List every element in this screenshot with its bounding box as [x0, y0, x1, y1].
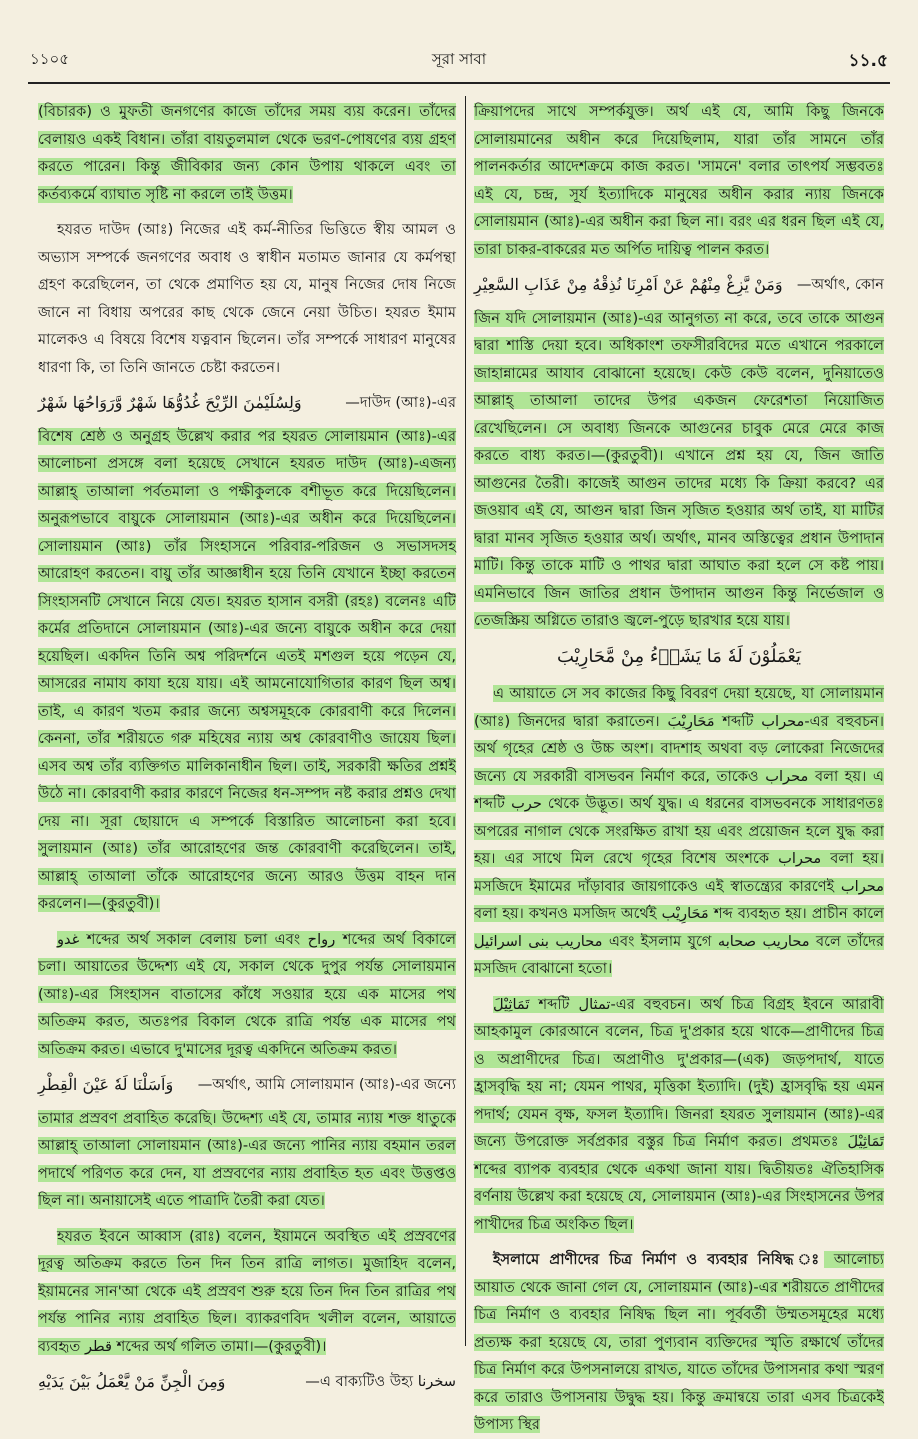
arabic-verse-line: [38, 1071, 456, 1099]
paragraph: [474, 991, 884, 1239]
surah-title: সূরা সাবা: [431, 50, 487, 68]
paragraph: [38, 423, 456, 918]
right-column: [474, 98, 885, 1433]
arabic-verse-line: [474, 271, 884, 299]
page-number-left: ১১০৫: [30, 50, 69, 68]
arabic-verse-line: [38, 1368, 456, 1396]
highlighted-text: বিশেষ শ্রেষ্ঠ ও অনুগ্রহ উল্লেখ করার পর হযরত সোলায়মান (আঃ)-এর আলোচনা প্রসঙ্গে বলা হয়েছে সেখানে হযরত দাউদ (আঃ)-এজন্য আল্লাহ্ তাআলা পর্বতমালা ও পক্ষীকুলকে বশীভূত করে দিয়েছিলেন। অনুরূপভাবে বায়ুকে সোলায়মান (আঃ)-এর অধীন করে দিয়েছিলেন। সোলায়মান (আঃ) তাঁর সিংহাসনে পরিবার-পরিজন ও সভাসদসহ আরোহণ করতেন। বায়ু তাঁর আজ্ঞাধীন হয়ে তিনি যেখানে ইচ্ছা করতেন সিংহাসনটি সেখানে নিয়ে যেত। হযরত হাসান বসরী (রহঃ) বলেনঃ এটি কর্মের প্রতিদানে সোলায়মান (আঃ)-এর জন্যে বায়ুকে অধীন করে দেয়া হয়েছিল। একদিন তিনি অশ্ব পরিদর্শনে এতই মশগুল হয়ে পড়েন যে, আসরের নামায কাযা হয়ে যায়। এই আমনোযোগিতার কারণ ছিল অশ্ব। তাই, এ কারণ খতম করার জন্যে অশ্বসমূহকে কোরবাণী করে দিলেন। কেননা, তাঁর শরীয়তে গরু মহিষের ন্যায় অশ্ব কোরবাণীও জায়েয ছিল। এসব অশ্ব তাঁর ব্যক্তিগত মালিকানাধীন ছিল। তাই, সরকারী ক্ষতির প্রশ্নই উঠে না। কোরবাণী করার কারণে নিজের ধন-সম্পদ নষ্ট করার প্রশ্নও দেখা দেয় না। সূরা ছোয়াদে এ সম্পর্কে বিস্তারিত আলোচনা করা হবে। সুলায়মান (আঃ) তাঁর আরোহণের জন্ত কোরবাণী করেছিলেন। তাই, আল্লাহ্ তাআলা তাঁকে আরোহণের জন্যে আরও উত্তম বাহন দান করলেন।—(কুরতুবী)।: [38, 427, 456, 912]
arabic-verse: يَعْمَلُوْنَ لَهٗ مَا يَشَاۤءُ مِنْ مَّحَارِيْبَ: [556, 645, 802, 667]
highlighted-text: আলোচ্য আয়াত থেকে জানা গেল যে, সোলায়মান (আঃ)-এর শরীয়তে প্রাণীদের চিত্র নির্মাণ ও ব্যবহার নিষিদ্ধ ছিল না। পূর্ববর্তী উম্মতসমূহের মধ্যে প্রত্যক্ষ করা হয়েছে যে, তারা পুণ্যবান ব্যক্তিদের স্মৃতি রক্ষার্থে তাঁদের চিত্র নির্মাণ করে উপসনালয়ে রাখত, যাতে তাঁদের উপাসনার কথা স্মরণ করে তারাও উপাসনায় উদ্বুদ্ধ হয়। কিন্তু ক্রমান্বয়ে তারা এসব চিত্রকেই উপাস্য স্থির: [474, 1251, 884, 1433]
page-header: [28, 42, 890, 84]
highlighted-text: تَمَاثِيْلَ শব্দটি تمثال-এর বহুবচন। অর্থ চিত্র বিগ্রহ ইবনে আরাবী আহকামুল কোরআনে বলেন, চিত্র দু'প্রকার হয়ে থাকে—প্রাণীদের চিত্র ও অপ্রাণীদের চিত্র। অপ্রাণীও দু'প্রকার—(এক) জড়পদার্থ, যাতে হ্রাসবৃদ্ধি হয় না; যেমন পাথর, মৃত্তিকা ইত্যাদি। (দুই) হ্রাসবৃদ্ধি হয় এমন পদার্থ; যেমন বৃক্ষ, ফসল ইত্যাদি। জিনরা হযরত সুলায়মান (আঃ)-এর জন্যে উপরোক্ত সর্বপ্রকার বস্তুর চিত্র নির্মাণ করত। প্রথমতঃ تَمَاثِيْلَ শব্দের ব্যাপক ব্যবহার থেকে একথা জানা যায়। দ্বিতীয়তঃ ঐতিহাসিক বর্ণনায় উল্লেখ করা হয়েছে যে, সোলায়মান (আঃ)-এর সিংহাসনের উপর পাখীদের চিত্র অংকিত ছিল।: [474, 995, 884, 1233]
highlighted-text: এ আয়াতে সে সব কাজের কিছু বিবরণ দেয়া হয়েছে, যা সোলায়মান (আঃ) জিনদের দ্বারা করাতেন। مَحَارِيْبَ শব্দটি محراب-এর বহুবচন। অর্থ গৃহের শ্রেষ্ঠ ও উচ্চ অংশ। বাদশাহ অথবা বড় লোকেরা নিজেদের জন্যে যে সরকারী বাসভবন নির্মাণ করে, তাকেও محراب বলা হয়। এ শব্দটি حرب থেকে উদ্ভূত। অর্থ যুদ্ধ। এ ধরনের বাসভবনকে সাধারণতঃ অপরের নাগাল থেকে সংরক্ষিত রাখা হয় এবং প্রয়োজন হলে যুদ্ধ করা হয়। এর সাথে মিল রেখে গৃহের বিশেষ অংশকে محراب বলা হয়। মসজিদে ইমামের দাঁড়াবার জায়গাকেও এই স্বাতন্ত্র্যের কারণেই محراب বলা হয়। কখনও মসজিদ অর্থেই مَحَارِيْب শব্দ ব্যবহৃত হয়। প্রাচীন কালে محاريب بنى اسرائيل এবং ইসলাম যুগে محاريب صحابه বলে তাঁদের মসজিদ বোঝানো হতো।: [474, 685, 885, 977]
arabic-verse: وَمَنْ يَّزِغْ مِنْهُمْ عَنْ اَمْرِنَا نُذِقْهُ مِنْ عَذَابِ السَّعِيْرِ: [474, 275, 783, 294]
paragraph: [38, 98, 456, 208]
arabic-verse-line: [38, 389, 456, 417]
arabic-verse: وَمِنَ الْجِنِّ مَنْ يَّعْمَلُ بَيْنَ يَدَيْهِ: [38, 1372, 226, 1391]
highlighted-text: ক্রিয়াপদের সাথে সম্পর্কযুক্ত। অর্থ এই যে, আমি কিছু জিনকে সোলায়মানের অধীন করে দিয়েছিলাম, যারা তাঁর সামনে তাঁর পালনকর্তার আদেশক্রমে কাজ করত। 'সামনে' বলার তাৎপর্য সম্ভবতঃ এই যে, চন্দ্র, সূর্য ইত্যাদিকে মানুষের অধীন করার ন্যায় জিনকে সোলায়মান (আঃ)-এর অধীন করা ছিল না। বরং এর ধরন ছিল এই যে, তারা চাকর-বাকরের মত অর্পিত দায়িত্ব পালন করত।: [474, 103, 884, 258]
verse-trailing-text: —অর্থাৎ, কোন: [796, 276, 884, 293]
paragraph: [474, 680, 884, 983]
verse-trailing-text: —এ বাক্যটিও উহ্য سخرنا: [305, 1373, 456, 1390]
paragraph: [474, 1246, 884, 1439]
arabic-verse: وَاَسَلْنَا لَهٗ عَيْنَ الْقِطْرِ: [38, 1075, 174, 1094]
section-heading: ইসলামে প্রাণীদের চিত্র নির্মাণ ও ব্যবহার নিষিদ্ধ ঃ: [492, 1251, 825, 1268]
paragraph: [474, 305, 884, 635]
paragraph: [38, 926, 456, 1064]
paragraph: [474, 98, 884, 263]
highlighted-text: তামার প্রস্রবণ প্রবাহিত করেছি। উদ্দেশ্য এই যে, তামার ন্যায় শক্ত ধাতুকে আল্লাহ্ তাআলা সোলায়মান (আঃ)-এর জন্যে পানির ন্যায় বহমান তরল পদার্থে পরিণত করে দেন, যা প্রস্রবণের ন্যায় প্রবাহিত হত এবং উত্তপ্তও ছিল না। অনায়াসেই এতে পাত্রাদি তৈরী করা যেত।: [38, 1109, 456, 1209]
column-divider: [465, 96, 466, 1346]
left-column: [38, 98, 457, 1391]
paragraph: হযরত দাউদ (আঃ) নিজের এই কর্ম-নীতির ভিত্তিতে স্বীয় আমল ও অভ্যাস সম্পর্কে জনগণের অবাধ ও স্বাধীন মতামত জানার যে কর্মপন্থা গ্রহণ করেছিলেন, তা থেকে প্রমাণিত হয় যে, মানুষ নিজের দোষ নিজে জানে না বিধায় অপরের কাছ থেকে জেনে নেয়া উচিত। হযরত ইমাম মালেকও এ বিষয়ে বিশেষ যত্নবান ছিলেন। তাঁর সম্পর্কে সাধারণ মানুষের ধারণা কি, তা তিনি জানতে চেষ্টা করতেন।: [38, 221, 456, 376]
page-number-right: ১১.৫: [848, 51, 888, 71]
paragraph: [38, 1223, 456, 1361]
arabic-verse: وَلِسُلَيْمٰنَ الرِّيْحَ غُدُوُّهَا شَهْرٌ وَّرَوَاحُهَا شَهْرٌ: [38, 393, 302, 412]
verse-trailing-text: —দাউদ (আঃ)-এর: [345, 394, 456, 411]
paragraph: [38, 1105, 456, 1215]
verse-trailing-text: —অর্থাৎ, আমি সোলায়মান (আঃ)-এর জন্যে: [197, 1076, 456, 1093]
highlighted-text: জিন যদি সোলায়মান (আঃ)-এর আনুগত্য না করে, তবে তাকে আগুন দ্বারা শাস্তি দেয়া হবে। অধিকাংশ তফসীরবিদের মতে এখানে পরকালে জাহান্নামের আযাব বোঝানো হয়েছে। কেউ কেউ বলেন, দুনিয়াতেও আল্লাহ্ তাআলা তাদের উপর একজন ফেরেশতা নিয়োজিত রেখেছিলেন। সে অবাধ্য জিনকে আগুনের চাবুক মেরে মেরে কাজ করতে বাধ্য করত।—(কুরতুবী)। এখানে প্রশ্ন হয় যে, জিন জাতি আগুনের তৈরী। কাজেই আগুন তাদের মধ্যে কি ক্রিয়া করবে? এর জওয়াব এই যে, আগুন দ্বারা জিন সৃজিত হওয়ার অর্থ তাই, যা মাটির দ্বারা মানব সৃজিত হওয়ার অর্থ। অর্থাৎ, মানব অস্তিত্বের প্রধান উপাদান মাটি। কিন্তু তাকে মাটি ও পাথর দ্বারা আঘাত করা হলে সে কষ্ট পায়। এমনিভাবে জিন জাতির প্রধান উপাদান আগুন কিন্তু নির্ভেজাল ও তেজস্ক্রিয় অগ্নিতে তারাও জ্বলে-পুড়ে ছারখার হয়ে যায়।: [474, 309, 884, 629]
highlighted-text: غدو শব্দের অর্থ সকাল বেলায় চলা এবং رواح শব্দের অর্থ বিকালে চলা। আয়াতের উদ্দেশ্য এই যে, সকাল থেকে দুপুর পর্যন্ত সোলায়মান (আঃ)-এর সিংহাসন বাতাসের কাঁধে সওয়ার হয়ে এক মাসের পথ অতিক্রম করত, অতঃপর বিকাল থেকে রাত্রি পর্যন্ত এক মাসের পথ অতিক্রম করত। এভাবে দু'মাসের দূরত্ব একদিনে অতিক্রম করত।: [38, 930, 457, 1058]
highlighted-text: (বিচারক) ও মুফতী জনগণের কাজে তাঁদের সময় ব্যয় করেন। তাঁদের বেলায়ও একই বিধান। তাঁরা বায়তুলমাল থেকে ভরণ-পোষণের ব্যয় গ্রহণ করতে পারেন। কিন্তু জীবিকার জন্য কোন উপায় থাকলে এবং তা কর্তব্যকর্মে ব্যাঘাত সৃষ্টি না করলে তাই উত্তম।: [38, 103, 456, 203]
highlighted-text: হযরত ইবনে আব্বাস (রাঃ) বলেন, ইয়ামনে অবস্থিত এই প্রস্রবণের দূরত্ব অতিক্রম করতে তিন দিন তিন রাত্রি লাগত। মুজাহিদ বলেন, ইয়ামনের সান'আ থেকে এই প্রস্রবণ শুরু হয়ে তিন দিন তিন রাত্রির পথ পর্যন্ত পানির ন্যায় প্রবাহিত ছিল। ব্যাকরণবিদ খলীল বলেন, আয়াতে ব্যবহৃত قطر শব্দের অর্থ গলিত তামা।—(কুরতুবী)।: [38, 1227, 456, 1355]
